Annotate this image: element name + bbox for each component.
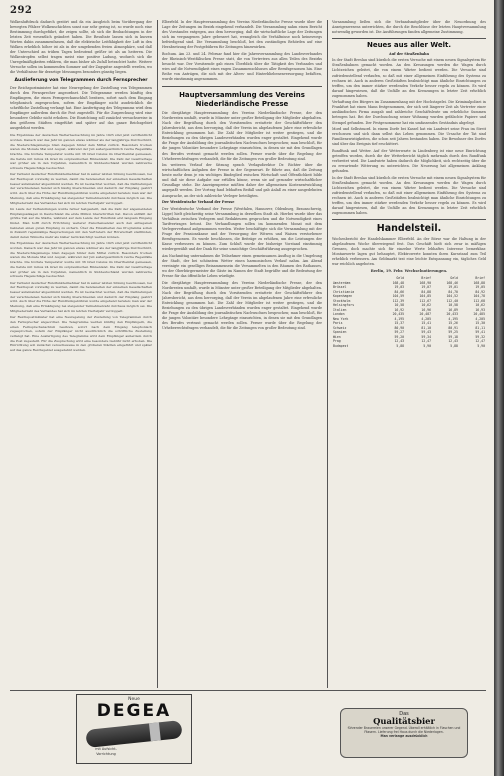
- exchange-rate: 112,67: [419, 298, 432, 303]
- exchange-rate: 16,93: [475, 307, 485, 312]
- exchange-currency: London: [333, 312, 345, 317]
- exchange-rate: 59,18: [448, 334, 458, 339]
- exchange-rate: 112,39: [392, 298, 405, 303]
- exchange-rate: 4,205: [475, 316, 485, 321]
- trade-report-body: Wochenbericht der Handelskammer Elberfeld. An der Börse war die Haltung in der abgelaufenen Woche überwiegend fest. Das Geschäft hielt sich zwar in mäßigen Grenzen, doch machte sich für einzelne Werte lebhaftes Interesse bemerkbar. Montanwerte lagen gut behauptet, Elektrowerte konnten ihren Kursstand zum Teil erheblich verbessern. Am Geldmarkt trat eine leichte Entspannung ein, tägliches Geld war reichlich angeboten.: [332, 237, 486, 267]
- exchange-currency: Christiania: [333, 289, 355, 294]
- page-edge-shadow: [494, 0, 504, 776]
- advertisement-degea: [76, 694, 192, 764]
- ad-degea-sub1: mit Aufsicht-: [95, 747, 117, 751]
- exchange-rate: 112,40: [446, 298, 458, 303]
- exchange-rate: 59,32: [475, 334, 485, 339]
- page-bottom-rule: [10, 690, 486, 691]
- exchange-currency: Schweiz: [333, 325, 347, 330]
- exchange-rate: 19,01: [448, 285, 458, 290]
- exchange-rate: 168,48: [392, 280, 405, 285]
- exchange-rate: 10,58: [394, 303, 405, 308]
- exchange-rate: 16,92: [394, 307, 405, 312]
- exchange-rate: 104,59: [392, 294, 405, 299]
- exchange-rate: 84,66: [394, 289, 405, 294]
- article-weather-body: Die Ergebnisse der deutschen Wetterbeobachtung im Jahre 1925 sind jetzt veröffentlicht worden. Danach war das Jahr im ganzen etwas wärmer als der langjährige Durchschnitt, die Niederschlagsmenge blieb dagegen hinter dem Mittel zurück. Besonders trocken waren die Monate Mai und August, während der Juli außergewöhnlich reiche Regenfälle brachte. Die höchste Temperatur wurde mit 36 Grad Celsius im Oberrheintal gemessen, die tiefste mit minus 24 Grad im ostpreußischen Binnenland. Die Zahl der Gewittertage war größer als in den Vorjahren, namentlich in Süddeutschland wurden zahlreiche schwere Hagelschläge beobachtet.: [10, 133, 152, 171]
- section-heading-world-news: Neues aus aller Welt.: [366, 41, 452, 50]
- article-press-body-1: Die diesjährige Hauptversammlung des Vereins Niederländische Presse, der den Nordwesten umfaßt, wurde in Münster unter großer Beteiligung der Mitglieder abgehalten. Nach der Begrüßung durch den Vorsitzenden erstattete der Geschäftsführer den Jahresbericht, aus dem hervorging, daß der Verein im abgelaufenen Jahre eine erfreuliche Entwicklung genommen hat. Die Zahl der Mitglieder ist weiter gestiegen, und die Beziehungen zu den übrigen Landesverbänden wurden enger gestaltet. Eingehend wurde die Frage der Ausbildung des journalistischen Nachwuchses besprochen; man beschloß, für die jungen Volontäre besondere Lehrgänge einzurichten, in denen sie mit den Grundlagen des Berufes vertraut gemacht werden sollen. Ferner wurde über die Regelung der Urheberrechtsfragen verhandelt, die für die Zeitungen von großer Bedeutung sind.: [162, 111, 322, 161]
- exchange-rate: 12,43: [394, 339, 405, 344]
- exchange-rate: 15,30: [475, 321, 485, 326]
- exchange-rate: 112,68: [473, 298, 485, 303]
- exchange-rate: 10,58: [448, 303, 458, 308]
- exchange-currency: Amsterdam: [333, 280, 351, 285]
- news-tram-body: In der Stadt Breslau sind kürzlich die ersten Versuche mit einem neuen Signalsystem für Straßenbahnen gemacht worden. An den Kreuzungen werden die Wagen durch Lichtzeichen geleitet, die von einem Wärter bedient werden. Die Versuche sind zufriedenstellend verlaufen, so daß mit einer allgemeinen Einführung des Systems zu rechnen ist. Auch in anderen Großstädten beabsichtigt man ähnliche Einrichtungen zu treffen, um den immer stärker werdenden Verkehr besser regeln zu können. Es wird darauf hingewiesen, daß die Unfälle an den Kreuzungen in letzter Zeit erheblich zugenommen haben.: [332, 58, 486, 98]
- article-press-body-1-repeat: Die diesjährige Hauptversammlung des Vereins Niederländische Presse, der den Nordwesten umfaßt, wurde in Münster unter großer Beteiligung der Mitglieder abgehalten. Nach der Begrüßung durch den Vorsitzenden erstattete der Geschäftsführer den Jahresbericht, aus dem hervorging, daß der Verein im abgelaufenen Jahre eine erfreuliche Entwicklung genommen hat. Die Zahl der Mitglieder ist weiter gestiegen, und die Beziehungen zu den übrigen Landesverbänden wurden enger gestaltet. Eingehend wurde die Frage der Ausbildung des journalistischen Nachwuchses besprochen; man beschloß, für die jungen Volontäre besondere Lehrgänge einzurichten, in denen sie mit den Grundlagen des Berufes vertraut gemacht werden sollen. Ferner wurde über die Regelung der Urheberrechtsfragen verhandelt, die für die Zeitungen von großer Bedeutung sind.: [162, 280, 322, 331]
- exchange-rate: 20,433: [446, 312, 458, 317]
- exchange-rate: 15,41: [421, 321, 432, 326]
- news-arrest-body: Verhaftung des Bürgers im Zusammenhang mit der Hochstapelei. Die Kriminalpolizei in Frankfurt hat einen Mann festgenommen, der sich seit längerer Zeit als Vertreter einer ausländischen Firma ausgab und zahlreiche Geschäftsleute um erhebliche Summen betrogen hat. Bei der Durchsuchung seiner Wohnung wurden gefälschte Papiere und Stempel gefunden. Der Festgenommene hat ein umfassendes Geständnis abgelegt.: [332, 100, 486, 125]
- exchange-rate: 5,88: [396, 343, 405, 348]
- exchange-rate: 20,487: [419, 312, 432, 317]
- exchange-currency: Helsingfors: [333, 303, 355, 308]
- exchange-rates-table: [332, 276, 486, 348]
- section-rule: [162, 86, 322, 87]
- article-bochum: Bochum. Am 23. und 24. Februar fand hier die Jahresversammlung des Landesverbandes der Rheinisch-Westfälischen Presse statt, die von Vertretern aus allen Teilen des Bezirks besucht war. Der Vorsitzende gab einen Überblick über die Tätigkeit des Verbandes und wies auf die Notwendigkeit eines engen Zusammenschlusses aller Berufsgenossen hin. Eine Reihe von Anträgen, die sich mit der Alters- und Hinterbliebenenversorgung befaßten, wurde einstimmig angenommen.: [162, 51, 322, 82]
- exchange-currency: Stockholm: [333, 298, 351, 303]
- exchange-rate: 4,195: [394, 316, 405, 321]
- ad-beer-text: führender Brauereien unserer Gegend. Überall erhältlich in Flaschen und Fässern. Lieferung frei Haus durch die Niederlagen.: [347, 726, 461, 735]
- exchange-rates-heading: Berlin, 19. Febr. Wechselnotierungen.: [370, 269, 448, 274]
- article-press-body-2: Im weiteren Verlauf der Sitzung sprach Verlagsdirektor Dr. Richter über die wirtschaftlichen Aufgaben der Presse in der Gegenwart. Er führte aus, daß die Zeitung heute mehr denn je ein wichtiges Bindeglied zwischen Wirtschaft und Öffentlichkeit bilde und daß sie diese Aufgabe nur erfüllen könne, wenn sie auf gesunder wirtschaftlicher Grundlage stehe. Die Anzeigenpreise müßten daher der allgemeinen Kostenentwicklung angepaßt werden. Der Vortrag fand lebhaften Beifall und gab Anlaß zu einer ausgedehnten Aussprache, an der sich zahlreiche Verleger beteiligten.: [162, 163, 322, 198]
- article-assembly-end: Vorsammlung ließen sich die Verbandsmitglieder über die Neuordnung des Anzeigenwesens unterrichten, die durch die Beschlüsse der letzten Hauptversammlung notwendig geworden ist. Die Ausführungen fanden allgemeine Zustimmung.: [332, 20, 486, 35]
- exchange-currency: Budapest: [333, 343, 349, 348]
- exchange-rate: 59,41: [475, 330, 485, 335]
- exchange-rate: 104,85: [419, 294, 432, 299]
- exchange-rate: 20,435: [392, 312, 405, 317]
- exchange-rate: 59,34: [421, 334, 432, 339]
- article-telegrams-body: Der Reichspostminister hat eine Neuregelung der Zustellung von Telegrammen durch den Fernsprecher angeordnet. Die Telegramme werden künftig den Empfängern, die einen Fernsprechanschluß besitzen, sofort nach dem Eingang telephonisch zugesprochen, sofern der Empfänger nicht ausdrücklich die schriftliche Zustellung verlangt hat. Eine Ausfertigung des Telegramms wird dem Empfänger außerdem durch die Post zugestellt. Für die Zusprechung wird eine besondere Gebühr nicht erhoben. Die Einrichtung soll zunächst versuchsweise in den größeren Städten eingeführt und später auf das ganze Reichsgebiet ausgedehnt werden.: [10, 86, 152, 131]
- exchange-rate: 5,90: [423, 343, 432, 348]
- article-press-subheading: Der Westdeutsche Verband der Presse: [162, 200, 235, 205]
- column-divider-2: [327, 20, 328, 688]
- exchange-rate: 12,47: [475, 339, 485, 344]
- exchange-rate: 5,90: [477, 343, 485, 348]
- column-middle: [162, 20, 322, 688]
- article-weather-body-repeat: Die Ergebnisse der deutschen Wetterbeobachtung im Jahre 1925 sind jetzt veröffentlicht worden. Danach war das Jahr im ganzen etwas wärmer als der langjährige Durchschnitt, die Niederschlagsmenge blieb dagegen hinter dem Mittel zurück. Besonders trocken waren die Monate Mai und August, während der Juli außergewöhnlich reiche Regenfälle brachte. Die höchste Temperatur wurde mit 36 Grad Celsius im Oberrheintal gemessen, die tiefste mit minus 24 Grad im ostpreußischen Binnenland. Die Zahl der Gewittertage war größer als in den Vorjahren, namentlich in Süddeutschland wurden zahlreiche schwere Hagelschläge beobachtet.: [10, 241, 152, 279]
- exchange-col-header: Brief: [475, 276, 485, 281]
- exchange-rate: 168,88: [473, 280, 485, 285]
- exchange-rate: 16,96: [421, 307, 432, 312]
- exchange-currency: Paris: [333, 321, 343, 326]
- news-tram-body-repeat: In der Stadt Breslau sind kürzlich die ersten Versuche mit einem neuen Signalsystem für Straßenbahnen gemacht worden. An den Kreuzungen werden die Wagen durch Lichtzeichen geleitet, die von einem Wärter bedient werden. Die Versuche sind zufriedenstellend verlaufen, so daß mit einer allgemeinen Einführung des Systems zu rechnen ist. Auch in anderen Großstädten beabsichtigt man ähnliche Einrichtungen zu treffen, um den immer stärker werdenden Verkehr besser regeln zu können. Es wird darauf hingewiesen, daß die Unfälle an den Kreuzungen in letzter Zeit erheblich zugenommen haben.: [332, 175, 486, 216]
- exchange-rate: 10,62: [421, 303, 432, 308]
- ad-degea-top: Neue: [128, 697, 140, 702]
- exchange-rate: 15,37: [394, 321, 405, 326]
- exchange-rate: 81,11: [475, 325, 485, 330]
- ad-beer-line1: Das: [399, 711, 409, 717]
- exchange-rate: 4,205: [421, 316, 432, 321]
- exchange-rate: 81,10: [421, 325, 432, 330]
- news-murder-body: Mord und Selbstmord. In einem Dorfe bei Kassel hat ein Landwirt seine Frau im Streit erschossen und sich dann selbst das Leben genommen. Die Ursache der Tat sind Familienzwistigkeiten, die schon seit Jahren bestanden haben. Die Bewohner des Dorfes sind über das Ereignis tief erschüttert.: [332, 127, 486, 147]
- cigar-illustration: [85, 720, 182, 748]
- article-telegrams-body-repeat: Der Reichspostminister hat eine Neuregelung der Zustellung von Telegrammen durch den Fernsprecher angeordnet. Die Telegramme werden künftig den Empfängern, die einen Fernsprechanschluß besitzen, sofort nach dem Eingang telephonisch zugesprochen, sofern der Empfänger nicht ausdrücklich die schriftliche Zustellung verlangt hat. Eine Ausfertigung des Telegramms wird dem Empfänger außerdem durch die Post zugestellt. Für die Zusprechung wird eine besondere Gebühr nicht erhoben. Die Einrichtung soll zunächst versuchsweise in den größeren Städten eingeführt und später auf das ganze Reichsgebiet ausgedehnt werden.: [10, 315, 152, 353]
- exchange-rate: 59,27: [394, 330, 405, 335]
- exchange-row: [332, 344, 486, 349]
- exchange-rate: 80,90: [394, 325, 405, 330]
- exchange-rate: 59,25: [448, 330, 458, 335]
- exchange-rate: 104,78: [473, 294, 485, 299]
- article-radio-body-repeat: Der Verband deutscher Rundfunkteilnehmer hat in seiner letzten Sitzung beschlossen, bei der Reichspost vorstellig zu werden, damit die Sendezeiten der einzelnen Gesellschaften besser aufeinander abgestimmt werden. Es ist beobachtet worden, daß die Darbietungen der verschiedenen Sender sich häufig überschneiden und dadurch der Empfang gestört wird. Auch über die Höhe der Rundfunkgebühren wurde eingehend beraten; man war der Meinung, daß eine Ermäßigung bei steigender Teilnehmerzahl durchaus möglich sei. Die Mitgliederzahl des Verbandes hat sich im letzten Vierteljahr verdoppelt.: [10, 280, 152, 313]
- section-rule-right: [332, 38, 486, 39]
- article-intro: Wolkenluftdruck dadurch gestört und da ein Ausgleich beim Vorübergang der bewegten Pfälzer Wolkenschichten sonst nur sehr gering ist, so wurde noch eine Bestimmung durchgeführt, die zeigen sollte, ob sich die Beobachtungen in der letzten Zeit wesentlich geändert haben. Die Resultate lassen sich in kurzen Worten dahin zusammenfassen, daß die elektrische Leitfähigkeit der Luft in den Wolken erheblich höher ist als in der umgebenden freien Atmosphäre, und daß der Unterschied an trüben Tagen bedeutend größer ist als an heiteren. Die Wolkentropfen selbst tragen meist eine positive Ladung, wodurch sich die Unregelmäßigkeiten erklären, die man bisher als Zufall betrachtet hatte. Weitere Versuche sollen im kommenden Sommer auf der Zugspitze angestellt werden, wo die Verhältnisse für derartige Messungen besonders günstig liegen.: [10, 20, 152, 75]
- section-heading-trade: Handelsteil.: [376, 223, 442, 235]
- column-divider-1: [157, 20, 158, 688]
- exchange-rate: 168,46: [446, 280, 458, 285]
- column-right: [332, 20, 486, 688]
- article-radio-body: Der Verband deutscher Rundfunkteilnehmer hat in seiner letzten Sitzung beschlossen, bei der Reichspost vorstellig zu werden, damit die Sendezeiten der einzelnen Gesellschaften besser aufeinander abgestimmt werden. Es ist beobachtet worden, daß die Darbietungen der verschiedenen Sender sich häufig überschneiden und dadurch der Empfang gestört wird. Auch über die Höhe der Rundfunkgebühren wurde eingehend beraten; man war der Meinung, daß eine Ermäßigung bei steigender Teilnehmerzahl durchaus möglich sei. Die Mitgliederzahl des Verbandes hat sich im letzten Vierteljahr verdoppelt.: [10, 172, 152, 205]
- advertisement-beer: [340, 708, 468, 758]
- exchange-rate: 168,90: [419, 280, 432, 285]
- exchange-rate: 16,89: [448, 307, 458, 312]
- exchange-col-header: Geld: [450, 276, 458, 281]
- exchange-col-header: Brief: [421, 276, 432, 281]
- exchange-rate: 5,88: [450, 343, 458, 348]
- exchange-rate: 59,43: [421, 330, 432, 335]
- exchange-rate: 80,91: [448, 325, 458, 330]
- exchange-rate: 4,195: [448, 316, 458, 321]
- cigar-band: [149, 722, 161, 741]
- exchange-rate: 104,52: [446, 294, 458, 299]
- exchange-rate: 84,92: [475, 289, 485, 294]
- news-radio-weather-body: Rundfunk und Wetter. Auf der Wetterwarte in Lindenberg ist eine neue Einrichtung getroffen worden, durch die der Wetterbericht täglich mehrmals durch den Rundfunk verbreitet wird. Die Landwirte haben dadurch die Möglichkeit, sich rechtzeitig über die zu erwartende Witterung zu unterrichten. Die Neuerung hat allgemeinen Anklang gefunden.: [332, 148, 486, 174]
- article-elberfeld: Elberfeld. In der Hauptversammlung des Vereins Niederländische Presse wurde über die Lage der Zeitungen im Bezirk eingehend verhandelt. Die Versammlung nahm einen Bericht des Vorstandes entgegen, aus dem hervorging, daß die wirtschaftliche Lage der Zeitungen sich im vergangenen Jahre gebessert hat, wenngleich die Verhältnisse noch keineswegs befriedigend sind. Die Versammlung beschloß, bei den zuständigen Behörden auf eine Herabsetzung der Postgebühren für Zeitungen hinzuwirken.: [162, 20, 322, 50]
- exchange-rate: 84,88: [421, 289, 432, 294]
- exchange-currency: New York: [333, 316, 349, 321]
- exchange-rate: 12,47: [421, 339, 432, 344]
- exchange-rate: 19,05: [475, 285, 485, 290]
- exchange-rate: 84,70: [448, 289, 458, 294]
- ad-degea-brand: DEGEA: [96, 701, 172, 721]
- page-number: 292: [10, 5, 33, 16]
- exchange-currency: Italien: [333, 307, 347, 312]
- exchange-rate: 59,20: [394, 334, 405, 339]
- article-heading-telegrams: Auslieferung von Telegrammen durch Fernsprecher: [14, 77, 148, 83]
- exchange-rate: 20,485: [473, 312, 485, 317]
- ad-beer-footer: Man verlange ausdrücklich: [380, 734, 428, 739]
- news-subheading-tram: Auf der Straßenbahn: [389, 51, 429, 56]
- exchange-rate: 19,07: [421, 285, 432, 290]
- column-left: [10, 20, 152, 688]
- exchange-rate: 19,03: [394, 285, 405, 290]
- exchange-currency: Prag: [333, 339, 341, 344]
- article-press-body-3: Der Westdeutsche Verband der Presse (Westfalen, Hannover, Oldenburg, Braunschweig, Lippe) hielt gleichzeitig seine Versammlung in derselben Stadt ab. Hierbei wurde über das Verhältnis zwischen Verlegern und Redakteuren gesprochen und die Notwendigkeit eines Tarifvertrages betont. Die Verhandlungen sollen im kommenden Monat mit dem Verlegerverband aufgenommen werden. Weiter beschäftigte sich die Versammlung mit der Frage der Pensionskasse und der Versorgung der Witwen und Waisen verstorbener Berufsgenossen. Es wurde beschlossen, die Beiträge zu erhöhen, um die Leistungen der Kasse verbessern zu können. Zum Schluß wurde der bisherige Vorstand einstimmig wiedergewählt und der Dank für seine umsichtige Geschäftsführung ausgesprochen.: [162, 206, 322, 252]
- exchange-col-header: Geld: [396, 276, 405, 281]
- exchange-currency: Wien: [333, 334, 341, 339]
- exchange-currency: Brüssel: [333, 285, 347, 290]
- exchange-currency: Kopenhagen: [333, 294, 353, 299]
- section-rule-trade: [332, 219, 486, 220]
- exchange-rate: 15,26: [448, 321, 458, 326]
- exchange-rate: 12,43: [448, 339, 458, 344]
- ad-beer-title: Qualitätsbier: [373, 716, 435, 726]
- exchange-rate: 10,62: [475, 303, 485, 308]
- exchange-currency: Spanien: [333, 330, 347, 335]
- article-radio-body-2: Im Laufe der Verhandlungen wurde ferner festgestellt, daß die Zahl der angemeldeten Empfangsanlagen in Deutschland die erste Million überschritten hat. Davon entfällt der größte Teil auf die Städte, während auf dem Lande der Rundfunk erst langsam Eingang findet. Man hofft durch Errichtung weiterer Zwischensender auch den entlegenen Gebieten einen guten Empfang zu sichern. Über die Einzelheiten des Programms sollen in Zukunft regelmäßige Besprechungen mit den Vertretern der Hörerschaft stattfinden, damit deren Wünsche mehr als bisher berücksichtigt werden können.: [10, 206, 152, 240]
- article-heading-press: Hauptversammlung des Vereins Niederländische Presse: [179, 91, 305, 108]
- ad-degea-sub2: Vorrichtung: [96, 752, 116, 756]
- article-press-body-4: Am Nachmittag unternahmen die Teilnehmer einen gemeinsamen Ausflug in die Umgebung der Stadt, der bei schönstem Wetter einen harmonischen Verlauf nahm. Am Abend vereinigte ein geselliges Beisammensein die Versammelten in den Räumen des Rathauses, wo der Oberbürgermeister die Gäste im Namen der Stadt begrüßte und die Bedeutung der Presse für das öffentliche Leben würdigte.: [162, 253, 322, 278]
